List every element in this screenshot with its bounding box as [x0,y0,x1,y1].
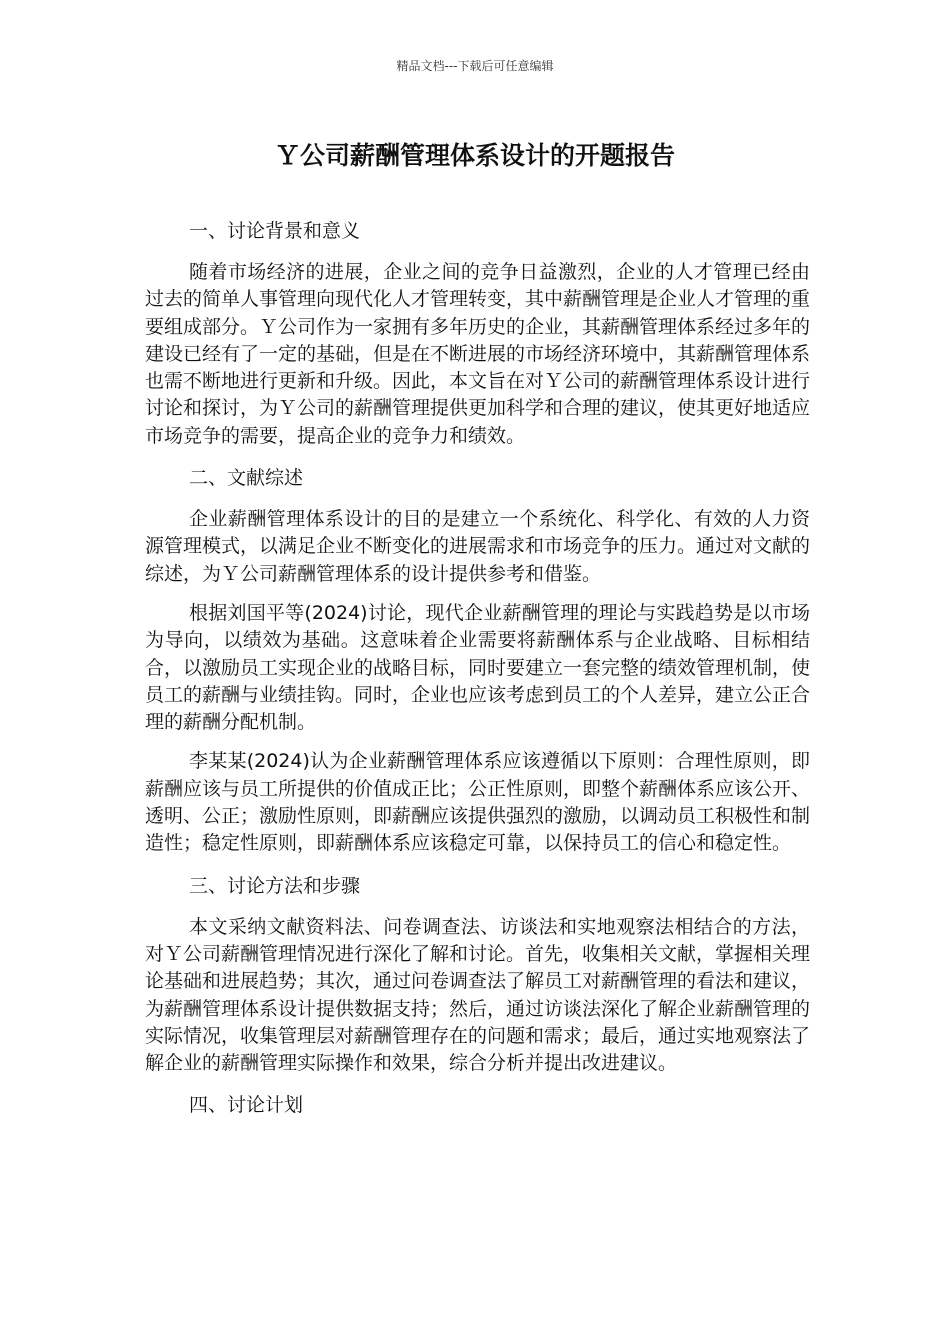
paragraph-methods: 本文采纳文献资料法、问卷调查法、访谈法和实地观察法相结合的方法，对Ｙ公司薪酬管理情况进行深化了解和讨论。首先，收集相关文献，掌握相关理论基础和进展趋势；其次，通过问卷调查法了解员工对薪酬管理的看法和建议，为薪酬管理体系设计提供数据支持；然后，通过访谈法深化了解企业薪酬管理的实际情况，收集管理层对薪酬管理存在的问题和需求；最后，通过实地观察法了解企业的薪酬管理实际操作和效果，综合分析并提出改进建议。 [145,915,811,1075]
paragraph-literature-intro: 企业薪酬管理体系设计的目的是建立一个系统化、科学化、有效的人力资源管理模式，以满足企业不断变化的进展需求和市场竞争的压力。通过对文献的综述，为Ｙ公司薪酬管理体系的设计提供参考和借鉴。 [145,508,811,585]
header-note: 精品文档---下载后可任意编辑 [396,59,554,73]
paragraph-literature-liu: 根据刘国平等(2024)讨论，现代企业薪酬管理的理论与实践趋势是以市场为导向，以绩效为基础。这意味着企业需要将薪酬体系与企业战略、目标相结合，以激励员工实现企业的战略目标，同时要建立一套完整的绩效管理机制，使员工的薪酬与业绩挂钩。同时，企业也应该考虑到员工的个人差异，建立公正合理的薪酬分配机制。 [145,601,811,734]
section-heading-plan: 四、讨论计划 [189,1094,304,1117]
section-heading-background: 一、讨论背景和意义 [189,220,361,242]
paragraph-literature-li: 李某某(2024)认为企业薪酬管理体系应该遵循以下原则：合理性原则，即薪酬应该与员工所提供的价值成正比；公正性原则，即整个薪酬体系应该公开、透明、公正；激励性原则，即薪酬应该提供强烈的激励，以调动员工积极性和制造性；稳定性原则，即薪酬体系应该稳定可靠，以保持员工的信心和稳定性。 [145,750,811,855]
section-heading-methods: 三、讨论方法和步骤 [189,874,361,897]
section-heading-literature: 二、文献综述 [189,467,304,490]
paragraph-background: 随着市场经济的进展，企业之间的竞争日益激烈，企业的人才管理已经由过去的简单人事管理向现代化人才管理转变，其中薪酬管理是企业人才管理的重要组成部分。Ｙ公司作为一家拥有多年历史的企业，其薪酬管理体系经过多年的建设已经有了一定的基础，但是在不断进展的市场经济环境中，其薪酬管理体系也需不断地进行更新和升级。因此，本文旨在对Ｙ公司的薪酬管理体系设计进行讨论和探讨，为Ｙ公司的薪酬管理提供更加科学和合理的建议，使其更好地适应市场竞争的需要，提高企业的竞争力和绩效。 [145,261,811,447]
document-body [145,215,810,1133]
document-title: Ｙ公司薪酬管理体系设计的开题报告 [274,141,675,170]
